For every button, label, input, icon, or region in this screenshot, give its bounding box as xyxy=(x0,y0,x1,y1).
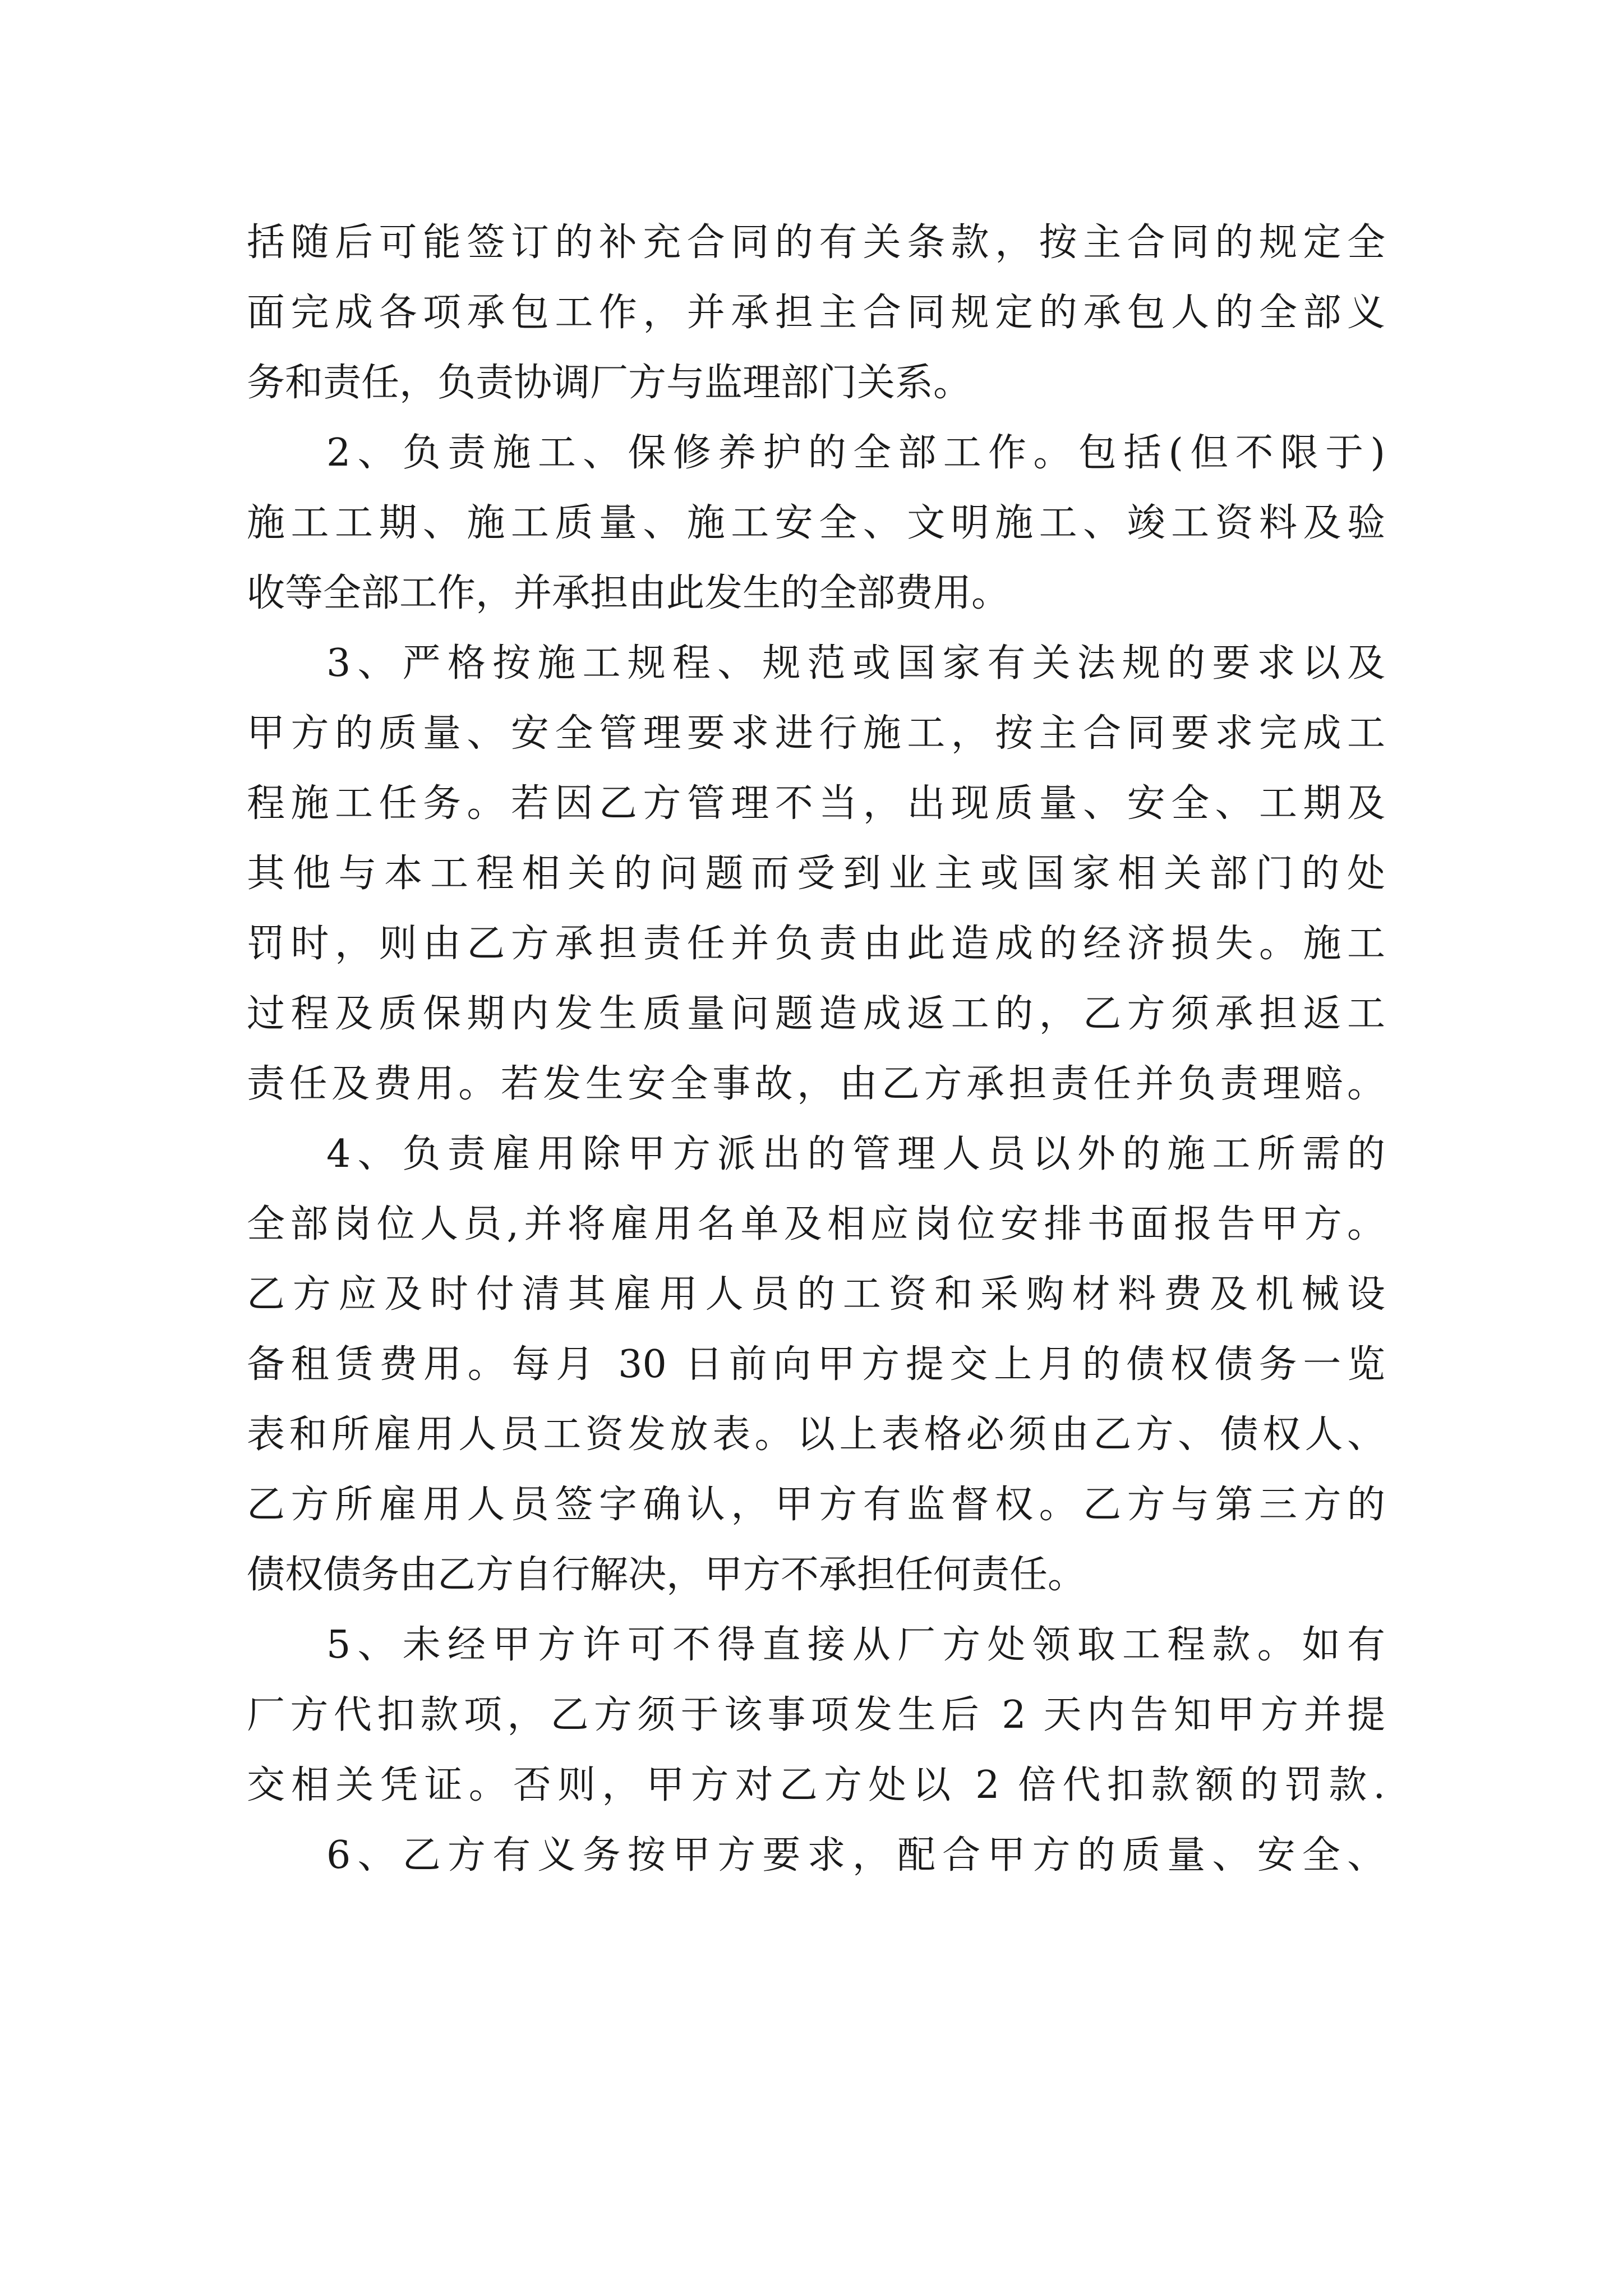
text-line: 2、负责施工、保修养护的全部工作。包括(但不限于) xyxy=(326,431,1385,475)
text-line: 债权债务由乙方自行解决，甲方不承担任何责任。 xyxy=(247,1553,1086,1597)
text-line: 厂方代扣款项，乙方须于该事项发生后 2 天内告知甲方并提 xyxy=(247,1693,1385,1737)
text-line: 程施工任务。若因乙方管理不当，出现质量、安全、工期及 xyxy=(247,781,1385,826)
text-line: 表和所雇用人员工资发放表。以上表格必须由乙方、债权人、 xyxy=(247,1412,1385,1457)
text-line: 备租赁费用。每月 30 日前向甲方提交上月的债权债务一览 xyxy=(247,1342,1385,1387)
text-line: 收等全部工作，并承担由此发生的全部费用。 xyxy=(247,571,1010,615)
text-line: 面完成各项承包工作，并承担主合同规定的承包人的全部义 xyxy=(247,291,1385,335)
text-line: 甲方的质量、安全管理要求进行施工，按主合同要求完成工 xyxy=(247,711,1385,756)
text-line: 全部岗位人员,并将雇用名单及相应岗位安排书面报告甲方。 xyxy=(247,1202,1385,1246)
text-line: 6、乙方有义务按甲方要求，配合甲方的质量、安全、 xyxy=(326,1833,1385,1878)
text-line: 5、未经甲方许可不得直接从厂方处领取工程款。如有 xyxy=(326,1623,1385,1667)
text-line: 其他与本工程相关的问题而受到业主或国家相关部门的处 xyxy=(247,852,1385,896)
text-line: 责任及费用。若发生安全事故，由乙方承担责任并负责理赔。 xyxy=(247,1062,1385,1106)
text-line: 施工工期、施工质量、施工安全、文明施工、竣工资料及验 xyxy=(247,501,1385,545)
text-line: 3、严格按施工规程、规范或国家有关法规的要求以及 xyxy=(326,641,1385,685)
text-line: 务和责任，负责协调厂方与监理部门关系。 xyxy=(247,361,972,405)
text-line: 4、负责雇用除甲方派出的管理人员以外的施工所需的 xyxy=(326,1132,1385,1176)
text-line: 罚时，则由乙方承担责任并负责由此造成的经济损失。施工 xyxy=(247,922,1385,966)
document-page xyxy=(247,208,1385,2238)
text-line: 过程及质保期内发生质量问题造成返工的，乙方须承担返工 xyxy=(247,992,1385,1036)
text-line: 乙方所雇用人员签字确认，甲方有监督权。乙方与第三方的 xyxy=(247,1483,1385,1527)
text-line: 乙方应及时付清其雇用人员的工资和采购材料费及机械设 xyxy=(247,1272,1385,1317)
text-line: 括随后可能签订的补充合同的有关条款，按主合同的规定全 xyxy=(247,220,1385,265)
text-line: 交相关凭证。否则，甲方对乙方处以 2 倍代扣款额的罚款. xyxy=(247,1763,1385,1807)
